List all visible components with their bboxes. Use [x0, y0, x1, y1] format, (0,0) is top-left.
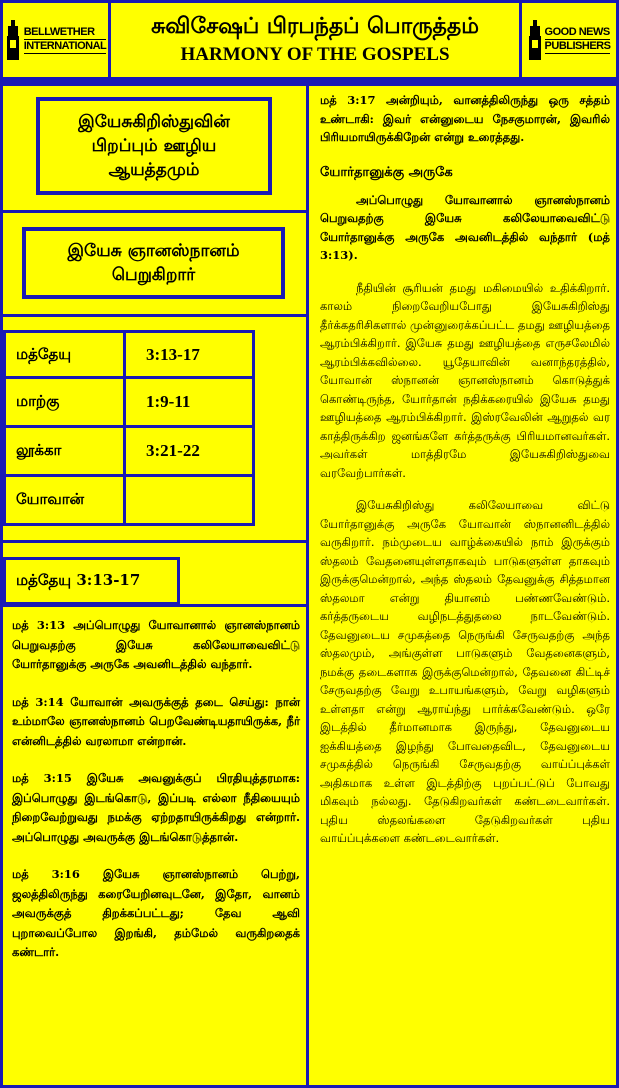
left-logo-line2: INTERNATIONAL [23, 40, 107, 52]
verse-text: மத் 3:16 இயேசு ஞானஸ்நானம் பெற்று, ஜலத்திலிருந்து கரையேறினவுடனே, இதோ, வானம் அவருக்குத் திறக்கப்பட்டது; தேவ ஆவி புறாவைப்போல இறங்கி, தம்மேல் வருகிறதைக் கண்டார். [12, 867, 300, 959]
commentary-paragraph: அப்பொழுது யோவானால் ஞானஸ்நானம் பெறுவதற்கு இயேசு கலிலேயாவைவிட்டு யோர்தானுக்கு அருகே அவனிடத்தில் வந்தார் (மத் 3:13). [320, 192, 610, 262]
topic-main-line: இயேசுகிறிஸ்துவின் [78, 112, 230, 132]
reference-book: மத்தேயு [6, 333, 126, 376]
section-heading: மத்தேயு 3:13-17 [3, 557, 180, 605]
reference-verse: 3:13-17 [146, 344, 200, 364]
title-english: HARMONY OF THE GOSPELS [180, 44, 450, 65]
left-logo-line1: BELLWETHER [24, 26, 107, 40]
reference-book: லூக்கா [6, 428, 126, 474]
topic-sub-line: இயேசு ஞானஸ்நானம் [67, 241, 240, 261]
commentary-paragraph: நீதியின் சூரியன் தமது மகிமையில் உதிக்கிறார். காலம் நிறைவேறியபோது இயேசுகிறிஸ்து தீர்க்கதரிசிகளால் முன்னுரைக்கப்பட்ட தமது ஊழியத்தை ஆரம்பிக்கிறார். இயேசு தமது ஊழியத்தை எருசலேமில் ஆரம்பிக்கவில்லை. யூதேயாவின் வனாந்தரத்தில், யோவான் ஸ்நானன் ஞானஸ்நானம் கொடுத்துக் கொண்டிருந்த, யோர்தான் நதிக்கரையில் இயேசு தமது ஊழியத்தை ஆரம்பிக்கிறார். இஸ்ரவேலின் ஆறுதல் வர காத்திருக்கிற ஜனங்களே கர்த்தருக்கு பிரியமானவர்கள். அவர்கள் மாத்திரமே இயேசுகிறிஸ்துவை வரவேற்பார்கள். [320, 280, 610, 480]
topic-main-line: ஆயத்தமும் [108, 160, 200, 180]
topic-sub-line: பெறுகிறார் [111, 265, 196, 285]
verse-17-text: மத் 3:17 அன்றியும், வானத்திலிருந்து ஒரு சத்தம் உண்டாகி: இவர் என்னுடைய நேசகுமாரன், இவரில் பிரியமாயிருக்கிறேன் என்று உரைத்தது. [320, 93, 610, 144]
commentary-heading: யோர்தானுக்கு அருகே [320, 164, 453, 180]
commentary-paragraph: இயேசுகிறிஸ்து கலிலேயாவை விட்டு யோர்தானுக்கு அருகே யோவான் ஸ்நானனிடத்தில் வருகிறார். நம்முடைய வாழ்க்கையில் நாம் இருக்கும் ஸ்தலம் வேதனையுள்ளதாகவும் பாடுகளுள்ள தாகவும் இருக்குமென்றால், அந்த ஸ்தலம் தேவனுக்கு சித்தமான ஸ்தலமா என்று தியானம் பண்ணவேண்டும். கர்த்தருடைய வழிநடத்துதலை நாடவேண்டும். தேவனுடைய சமுகத்தை நெருங்கி சேருவதற்கு அந்த ஸ்தலமும், அங்குள்ள பாடுகளும் வேதனைகளும், நமக்கு தடைகளாக இருக்குமென்றால், தேவனை கிட்டிச் சேருவதற்கு வேறு உபாயங்களும், வேறு வழிகளும் உள்ளதா என்று ஆராய்ந்து பார்க்கவேண்டும். ஒரே இடத்தில் தீர்மானமாக இருந்து, தேவனுடைய ஐக்கியத்தை இழந்து போவதைவிட, தேவனுடைய சமுகத்தில் நெருங்கி சேருவதற்கு வாய்ப்புக்கள் அதிகமாக உள்ள இடத்திற்கு புறப்பட்டுப் போவது மிகவும் நல்லது. தேடுகிறவர்கள் கண்டடைவார்கள். புதிய ஸ்தலங்களை தேடுகிறவர்கள் புதிய வாய்ப்புக்களை கண்டடைவார்கள். [320, 498, 610, 845]
right-logo-line2: PUBLISHERS [544, 40, 611, 52]
reference-book: யோவான் [6, 477, 126, 523]
topic-main-line: பிறப்பும் ஊழிய [91, 136, 217, 156]
right-logo-line1: GOOD NEWS [544, 26, 610, 38]
title-tamil: சுவிசேஷப் பிரபந்தப் பொருத்தம் [151, 13, 479, 39]
verse-text: மத் 3:14 யோவான் அவருக்குத் தடை செய்து: நான் உம்மாலே ஞானஸ்நானம் பெறவேண்டியதாயிருக்க, நீர் என்னிடத்தில் வரலாமா என்றான். [12, 694, 300, 748]
verse-text: மத் 3:15 இயேசு அவனுக்குப் பிரதியுத்தரமாக: இப்பொழுது இடங்கொடு, இப்படி எல்லா நீதியையும் நிறைவேற்றுவது நமக்கு ஏற்றதாயிருக்கிறது என்றார். அப்பொழுது அவருக்கு இடங்கொடுத்தான். [12, 771, 300, 844]
reference-book: மாற்கு [6, 379, 126, 425]
reference-verse: 1:9-11 [146, 392, 191, 411]
verse-text: மத் 3:13 அப்பொழுது யோவானால் ஞானஸ்நானம் பெறுவதற்கு இயேசு கலிலேயாவைவிட்டு யோர்தானுக்கு அருகே அவனிடத்தில் வந்தார். [12, 618, 300, 671]
reference-verse: 3:21-22 [146, 441, 200, 460]
